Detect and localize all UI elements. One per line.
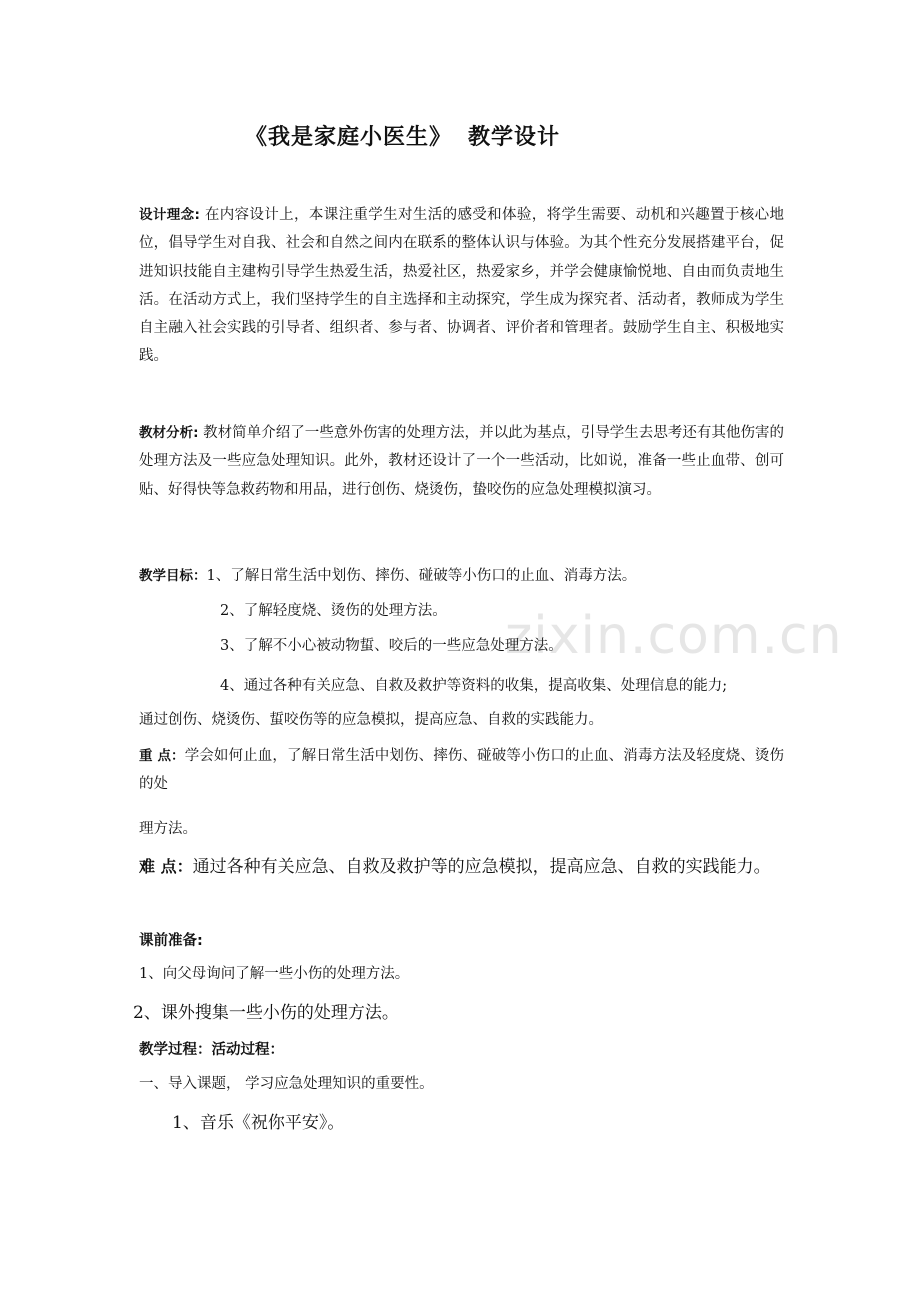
preparation-item: 1、向父母询问了解一些小伤的处理方法。	[139, 966, 410, 982]
design-concept-label: 设计理念:	[139, 207, 200, 223]
goal-item: 2、了解轻度烧、烫伤的处理方法。	[220, 603, 447, 619]
goal-continuation: 通过创伤、烧烫伤、蜇咬伤等的应急模拟，提高应急、自救的实践能力。	[139, 712, 603, 728]
goals-label: 教学目标：	[139, 568, 207, 584]
preparation-label: 课前准备:	[139, 933, 203, 949]
material-analysis-paragraph	[139, 419, 784, 504]
process-step-1-1: 1、音乐《祝你平安》。	[172, 1113, 345, 1133]
material-analysis-text: 教材简单介绍了一些意外伤害的处理方法，并以此为基点，引导学生去思考还有其他伤害的处理方法及一些应急处理知识。此外，教材还设计了一个一些活动，比如说，准备一些止血带、创可贴、好得快等急救药物和用品，进行创伤、烧烫伤，蛰咬伤的应急处理模拟演习。	[139, 425, 785, 498]
process-label: 教学过程：活动过程：	[139, 1042, 284, 1058]
material-analysis-label: 教材分析:	[139, 425, 199, 441]
key-point-tail: 理方法。	[139, 821, 197, 837]
difficulty-label: 难 点：	[139, 857, 193, 876]
preparation-item: 2、课外搜集一些小伤的处理方法。	[133, 1003, 399, 1023]
watermark: zixin.com.cn	[505, 606, 843, 666]
title-suffix: 教学设计	[468, 124, 561, 150]
title-main: 《我是家庭小医生》	[245, 124, 453, 150]
design-concept-text: 在内容设计上，本课注重学生对生活的感受和体验，将学生需要、动机和兴趣置于核心地位，倡导学生对自我、社会和自然之间内在联系的整体认识与体验。为其个性充分发展搭建平台，促进知识技能自主建构引导学生热爱生活，热爱社区，热爱家乡，并学会健康愉悦地、自由而负责地生活。在活动方式上，我们坚持学生的自主选择和主动探究，学生成为探究者、活动者，教师成为学生自主融入社会实践的引导者、组织者、参与者、协调者、评价者和管理者。鼓励学生自主、积极地实践。	[139, 207, 785, 365]
key-point-text: 学会如何止血，了解日常生活中划伤、摔伤、碰破等小伤口的止血、消毒方法及轻度烧、烫伤的处	[139, 748, 784, 793]
key-point-paragraph	[139, 742, 784, 799]
goal-item: 1、了解日常生活中划伤、摔伤、碰破等小伤口的止血、消毒方法。	[206, 568, 637, 584]
difficulty-paragraph	[139, 850, 784, 884]
key-point-label: 重 点：	[139, 748, 185, 764]
design-concept-paragraph	[139, 201, 784, 371]
goal-item: 4、通过各种有关应急、自救及救护等资料的收集，提高收集、处理信息的能力;	[220, 678, 728, 694]
process-step-1: 一、导入课题， 学习应急处理知识的重要性。	[139, 1076, 434, 1092]
goal-line-1	[139, 564, 636, 585]
goal-item: 3、了解不小心被动物蜇、咬后的一些应急处理方法。	[220, 638, 563, 654]
difficulty-text: 通过各种有关应急、自救及救护等的应急模拟，提高应急、自救的实践能力。	[192, 857, 771, 877]
document-title	[245, 120, 560, 151]
